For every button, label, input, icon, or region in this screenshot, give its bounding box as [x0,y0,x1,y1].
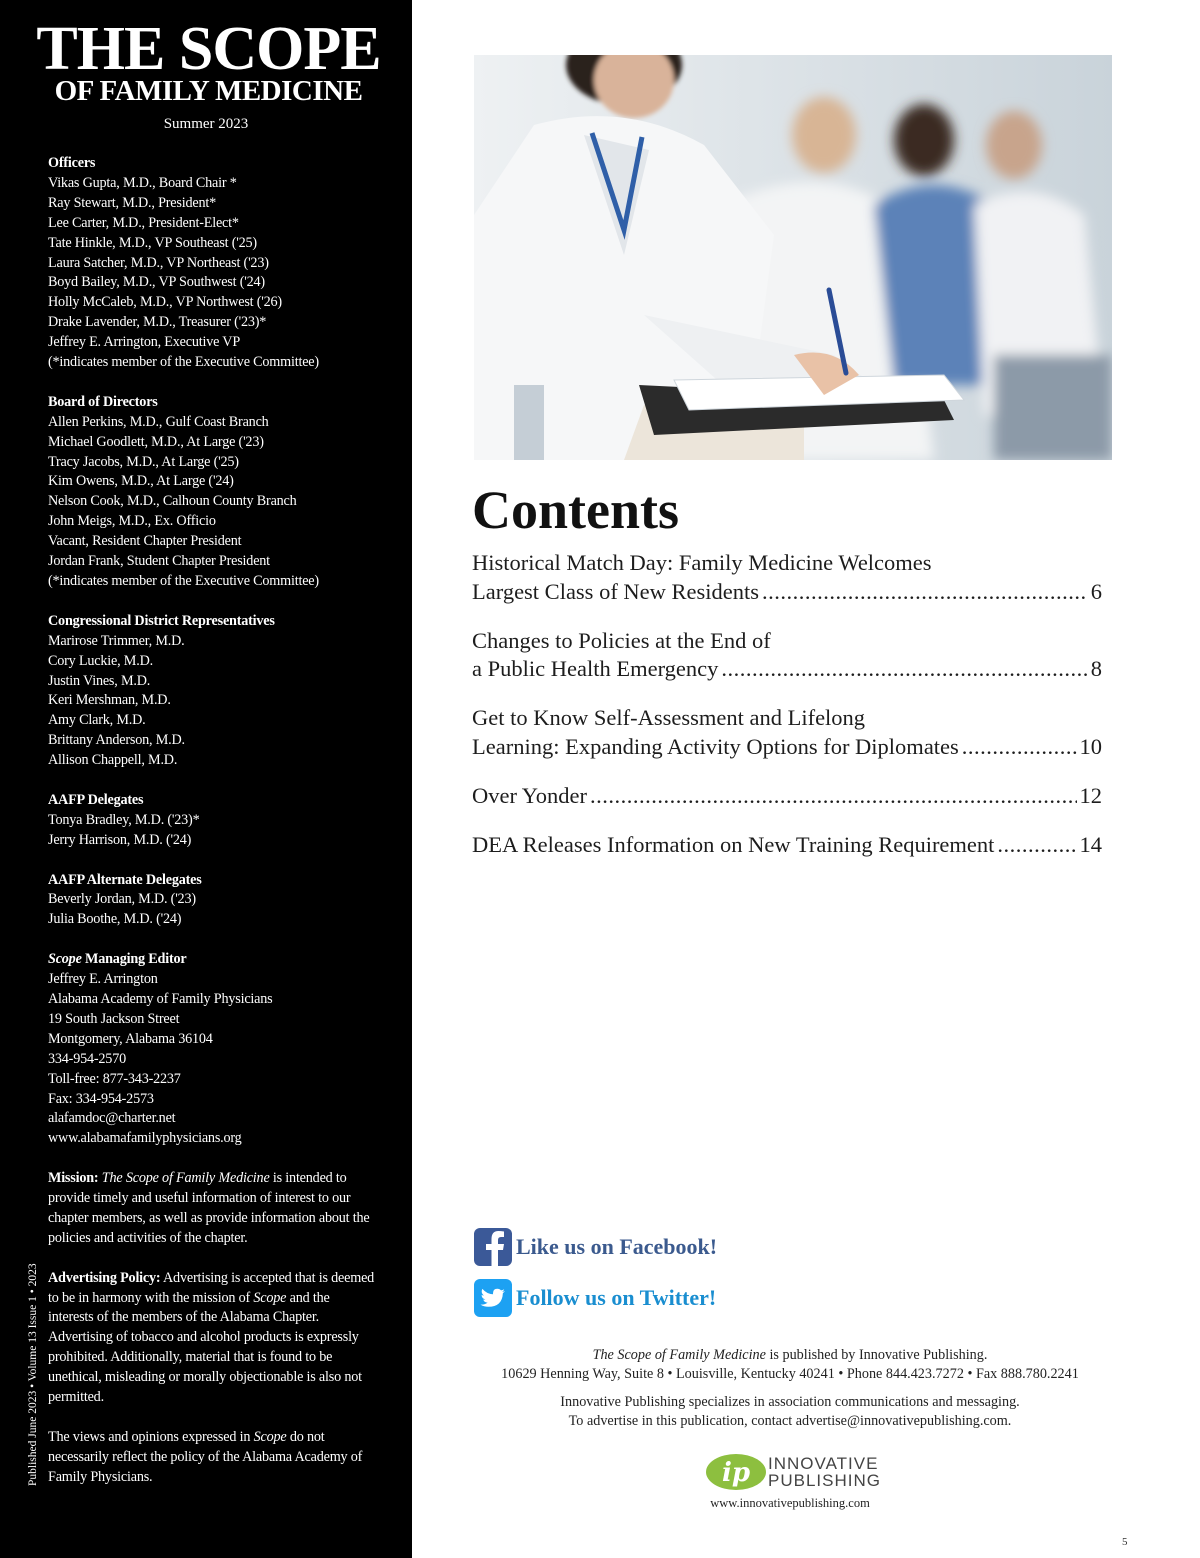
editor-heading-rest: Managing Editor [81,951,187,968]
alternate-item: Julia Boothe, M.D. ('24) [48,911,182,928]
toc-title-last-line [472,831,1102,860]
board-item: Vacant, Resident Chapter President [48,533,242,550]
publisher-line-rest: is published by Innovative Publishing. [765,1347,988,1363]
editor-tollfree: Toll-free: 877-343-2237 [48,1070,181,1087]
editor-section [48,950,378,1149]
advertising-text-1: Advertising is accepted that is deemed to be in harmony with the mission of [48,1269,375,1306]
toc-page-number: 8 [1090,656,1102,681]
representative-item: Cory Luckie, M.D. [48,652,153,669]
board-heading: Board of Directors [48,393,158,410]
hero-photo-illustration [474,55,1112,460]
sidebar [0,0,412,1558]
delegates-heading: AAFP Delegates [48,791,144,808]
toc-entry-3[interactable] [472,704,1102,761]
advertising-lead: Advertising Policy: [48,1269,161,1286]
board-item: Nelson Cook, M.D., Calhoun County Branch [48,493,297,510]
officer-item: Lee Carter, M.D., President-Elect* [48,214,239,231]
hero-photo [474,55,1112,460]
alternate-item: Beverly Jordan, M.D. ('23) [48,891,196,908]
editor-item: Alabama Academy of Family Physicians [48,990,273,1007]
board-item: Allen Perkins, M.D., Gulf Coast Branch [48,413,269,430]
editor-item: Jeffrey E. Arrington [48,971,158,988]
issue-date: Summer 2023 [163,116,249,132]
contents-title: Contents [472,480,680,540]
congressional-heading: Congressional District Representatives [48,612,275,629]
board-item: Kim Owens, M.D., At Large ('24) [48,473,234,490]
table-of-contents [472,549,1102,880]
board-note: (*indicates member of the Executive Committee) [48,573,319,590]
publisher-website-link[interactable]: www.innovativepublishing.com [710,1496,870,1510]
svg-text:ip: ip [721,1458,751,1488]
toc-page-number: 6 [1090,578,1102,604]
toc-title-line: Historical Match Day: Family Medicine Welcomes [472,550,932,575]
toc-title-last-line [472,578,1102,607]
representative-item: Keri Mershman, M.D. [48,692,171,709]
toc-title-text: Learning: Expanding Activity Options for Diplomates [472,733,959,759]
logo-line-2: PUBLISHING [768,1471,881,1490]
board-section [48,393,378,592]
alternates-heading: AAFP Alternate Delegates [48,871,202,888]
editor-heading [48,950,378,970]
officer-item: Jeffrey E. Arrington, Executive VP [48,334,241,351]
officer-item: Ray Stewart, M.D., President* [48,194,216,211]
ip-logo-mark [704,1452,768,1492]
officer-item: Tate Hinkle, M.D., VP Southeast ('25) [48,234,257,251]
board-item: Tracy Jacobs, M.D., At Large ('25) [48,453,239,470]
alternates-section [48,871,378,931]
representative-item: Marirose Trimmer, M.D. [48,632,185,649]
toc-title-text: Over Yonder [472,782,587,808]
facebook-link[interactable] [474,1228,717,1266]
congressional-section [48,612,378,771]
officer-item: Vikas Gupta, M.D., Board Chair * [48,174,237,191]
board-item: Jordan Frank, Student Chapter President [48,553,270,570]
toc-leader [962,733,1077,762]
advertising-paragraph [48,1269,378,1408]
publisher-address: 10629 Henning Way, Suite 8 • Louisville, Kentucky 40241 • Phone 844.423.7272 • Fax 888.780.2241 [501,1366,1079,1382]
editor-fax: Fax: 334-954-2573 [48,1090,154,1107]
toc-entry-2[interactable] [472,627,1102,684]
mission-italic: The Scope of Family Medicine [101,1170,270,1187]
editor-heading-italic: Scope [48,951,82,968]
toc-title-line: Changes to Policies at the End of [472,627,771,653]
publisher-line [474,1346,1106,1365]
officer-note: (*indicates member of the Executive Committee) [48,354,319,371]
publisher-advertise: To advertise in this publication, contact advertise@innovativepublishing.com. [568,1413,1012,1429]
officers-heading: Officers [48,155,96,171]
toc-entry-1[interactable] [472,549,1102,606]
toc-title-text: Largest Class of New Residents [472,578,760,604]
toc-leader [762,578,1088,607]
officers-section [48,154,378,373]
masthead-subtitle: OF FAMILY MEDICINE [54,75,363,107]
publisher-info [474,1346,1106,1384]
facebook-icon [474,1228,512,1266]
toc-page-number: 12 [1079,782,1102,808]
representative-item: Brittany Anderson, M.D. [48,732,185,749]
editor-item: 19 South Jackson Street [48,1010,180,1027]
publisher-about [474,1393,1106,1431]
sidebar-content [48,154,378,1507]
officer-item: Boyd Bailey, M.D., VP Southwest ('24) [48,274,265,291]
mission-text: is intended to provide timely and useful information of interest to our chapter members, as well as provide information about the policies and activities of the chapter. [48,1170,370,1246]
toc-title-text: DEA Releases Information on New Training Requirement [472,831,995,857]
facebook-label: Like us on Facebook! [516,1234,718,1259]
board-item: John Meigs, M.D., Ex. Officio [48,513,216,530]
toc-page-number: 14 [1079,831,1102,857]
delegate-item: Jerry Harrison, M.D. ('24) [48,831,192,848]
delegate-item: Tonya Bradley, M.D. ('23)* [48,811,200,828]
toc-page-number: 10 [1079,733,1102,759]
twitter-link[interactable] [474,1279,716,1317]
editor-website-link[interactable]: www.alabamafamilyphysicians.org [48,1130,242,1147]
masthead-title: THE SCOPE [36,15,381,83]
logo-line-1: INNOVATIVE [768,1454,879,1473]
publisher-title-italic: The Scope of Family Medicine [592,1347,766,1363]
publisher-specializes: Innovative Publishing specializes in association communications and messaging. [560,1394,1020,1410]
views-paragraph [48,1428,378,1488]
officer-item: Holly McCaleb, M.D., VP Northwest ('26) [48,294,282,311]
editor-email-link[interactable]: alafamdoc@charter.net [48,1110,176,1127]
toc-title-last-line [472,782,1102,811]
board-item: Michael Goodlett, M.D., At Large ('23) [48,433,264,450]
officer-item: Drake Lavender, M.D., Treasurer ('23)* [48,314,267,331]
toc-title-line: Get to Know Self-Assessment and Lifelong [472,705,866,730]
representative-item: Justin Vines, M.D. [48,672,151,689]
views-text-1: The views and opinions expressed in [48,1428,254,1445]
representative-item: Allison Chappell, M.D. [48,752,178,769]
representative-item: Amy Clark, M.D. [48,712,146,729]
editor-item: Montgomery, Alabama 36104 [48,1030,213,1047]
publication-note: Published June 2023 • Volume 13 Issue 1 • 2023 [27,1263,39,1486]
twitter-label: Follow us on Twitter! [516,1285,717,1310]
delegates-section [48,791,378,851]
editor-phone: 334-954-2570 [48,1050,126,1067]
page-number: 5 [1122,1536,1128,1548]
toc-leader [721,655,1087,684]
logo-wordmark [768,1455,881,1489]
toc-leader [997,831,1076,860]
toc-entry-4[interactable] [472,782,1102,811]
advertising-text-2: and the interests of the members of the Alabama Chapter. Advertising of tobacco and alcohol products is expressly prohibited. Additionally, material that is found to be unethical, misleading or morally objectionable is also not permitted. [48,1289,362,1406]
mission-lead: Mission: [48,1170,99,1187]
toc-leader [590,782,1077,811]
toc-entry-5[interactable] [472,831,1102,860]
toc-title-last-line [472,733,1102,762]
officer-item: Laura Satcher, M.D., VP Northeast ('23) [48,254,269,271]
toc-title-text: a Public Health Emergency [472,656,719,681]
views-text-2: do not necessarily reflect the policy of the Alabama Academy of Family Physicians. [48,1428,363,1485]
mission-paragraph [48,1169,378,1249]
twitter-icon [474,1279,512,1317]
views-italic: Scope [253,1428,287,1445]
advertising-italic: Scope [253,1289,287,1306]
toc-title-last-line [472,655,1102,684]
